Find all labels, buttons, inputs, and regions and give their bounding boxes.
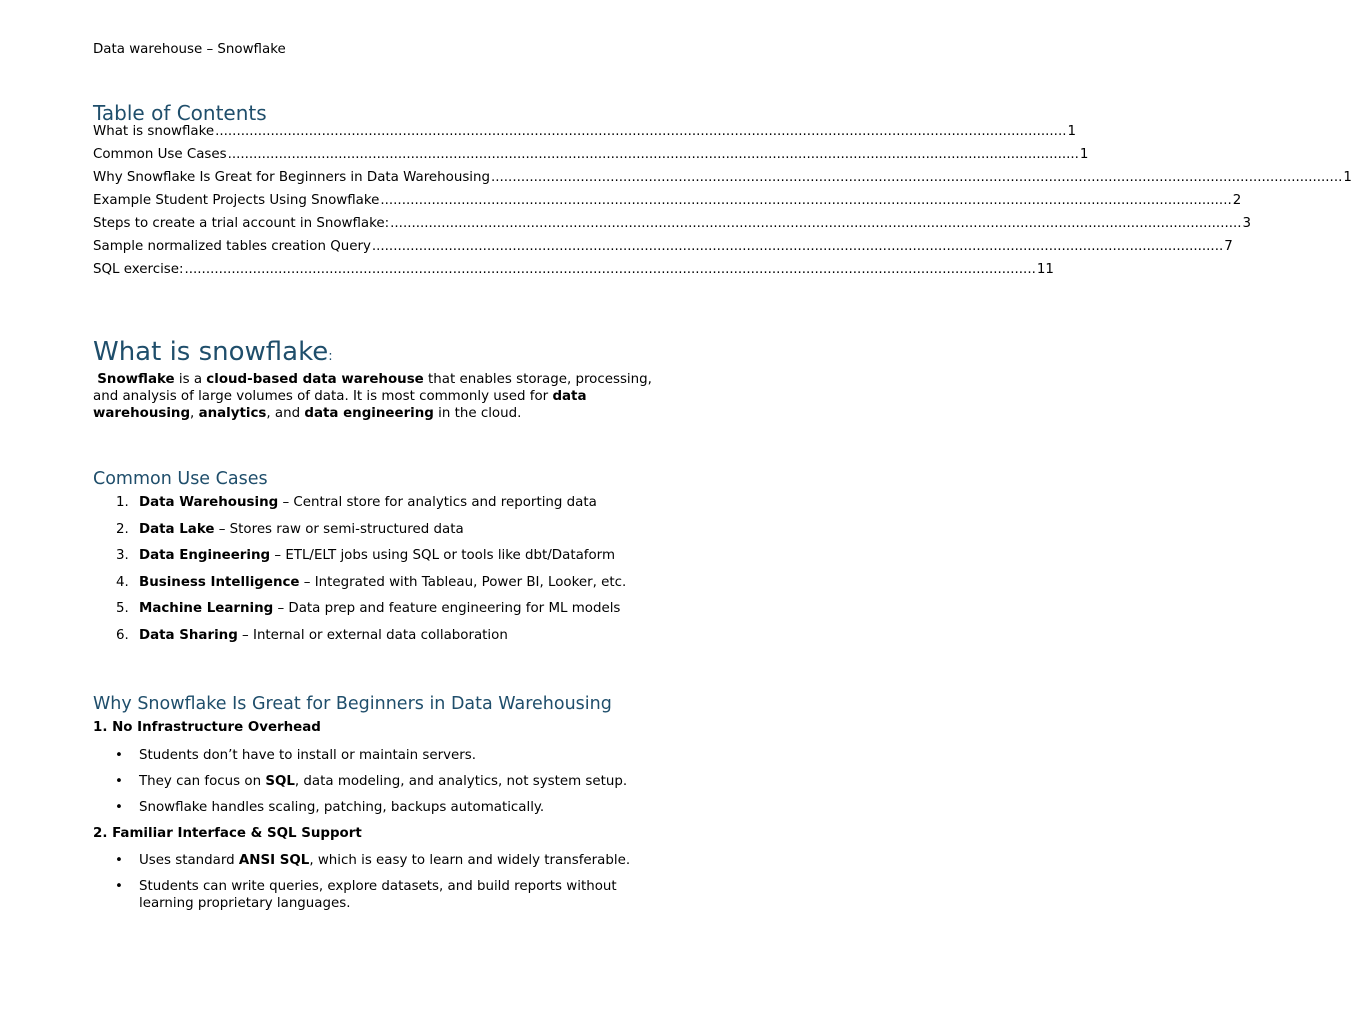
- item-desc: – Data prep and feature engineering for ML models: [273, 601, 621, 617]
- toc-entry-label[interactable]: Example Student Projects Using Snowflake: [93, 193, 380, 208]
- list-item: [93, 747, 675, 764]
- text-run: , and: [266, 406, 305, 421]
- item-desc: – Stores raw or semi-structured data: [214, 521, 464, 537]
- subheading-sql-support: 2. Familiar Interface & SQL Support: [93, 826, 362, 841]
- item-number: 2.: [116, 521, 129, 537]
- bold-term: Business Intelligence: [139, 574, 300, 590]
- toc-entry[interactable]: [93, 124, 1076, 147]
- toc-entry[interactable]: [93, 170, 1352, 193]
- bullet-icon: •: [115, 774, 123, 789]
- list-item: [93, 601, 675, 628]
- bold-term: data engineering: [304, 406, 434, 421]
- item-number: 1.: [116, 495, 129, 510]
- subheading-no-infrastructure: 1. No Infrastructure Overhead: [93, 720, 321, 735]
- toc-leader-dots: ........................................................................................................................................................................................................: [184, 262, 1036, 277]
- bold-term: Machine Learning: [139, 601, 274, 617]
- text-run: , which is easy to learn and widely transferable.: [309, 853, 631, 868]
- bullet-icon: •: [115, 800, 123, 815]
- list-item: [93, 548, 675, 575]
- text-run: , data modeling, and analytics, not system setup.: [294, 774, 628, 789]
- heading-suffix: :: [328, 349, 333, 364]
- toc-entry-label[interactable]: Sample normalized tables creation Query: [93, 239, 371, 254]
- toc-entry-label[interactable]: Why Snowflake Is Great for Beginners in Data Warehousing: [93, 170, 491, 185]
- bold-term: Snowflake: [97, 372, 175, 387]
- toc-entry[interactable]: [93, 216, 1252, 239]
- toc-entry-page: 11: [1036, 262, 1054, 277]
- toc-title: Table of Contents: [93, 101, 267, 125]
- text-run: is a: [174, 372, 207, 387]
- toc-entry[interactable]: [93, 147, 1089, 170]
- list-item: [93, 773, 675, 790]
- toc-leader-dots: ........................................................................................................................................................................................................: [371, 239, 1224, 254]
- item-desc: – Central store for analytics and reporting data: [278, 495, 597, 510]
- bullet-icon: •: [115, 748, 123, 763]
- toc-leader-dots: ........................................................................................................................................................................................................: [215, 124, 1067, 139]
- toc-entry-page: 7: [1224, 239, 1233, 254]
- list-item: [93, 575, 675, 602]
- list-item: [93, 628, 675, 655]
- document-header: Data warehouse – Snowflake: [93, 42, 286, 57]
- list-item: [93, 495, 675, 522]
- list-item: [93, 878, 675, 912]
- bold-term: analytics: [198, 406, 267, 421]
- table-of-contents: [93, 124, 1352, 285]
- toc-leader-dots: ........................................................................................................................................................................................................: [380, 193, 1232, 208]
- heading-text: What is snowflake: [93, 337, 329, 367]
- bullet-icon: •: [115, 879, 123, 894]
- item-desc: – ETL/ELT jobs using SQL or tools like dbt/Dataform: [270, 548, 615, 564]
- section-heading-common-use-cases: Common Use Cases: [93, 469, 268, 489]
- toc-entry[interactable]: [93, 193, 1242, 216]
- item-text: Students can write queries, explore datasets, and build reports without learning proprietary languages.: [139, 879, 617, 911]
- text-run: ,: [190, 406, 199, 421]
- use-cases-list: [93, 495, 675, 655]
- item-desc: – Internal or external data collaboration: [237, 627, 508, 643]
- bold-term: ANSI SQL: [238, 853, 310, 868]
- item-text: Students don’t have to install or maintain servers.: [139, 748, 476, 763]
- intro-paragraph: [93, 371, 675, 422]
- list-item: [93, 799, 675, 816]
- text-run: They can focus on: [139, 774, 266, 789]
- item-number: 5.: [116, 601, 129, 617]
- text-run: Uses standard: [139, 853, 239, 868]
- toc-entry-page: 3: [1242, 216, 1252, 231]
- section-heading-what-is-snowflake: [93, 337, 333, 367]
- bold-term: Data Warehousing: [139, 495, 279, 510]
- toc-entry-page: 2: [1232, 193, 1242, 208]
- toc-leader-dots: ........................................................................................................................................................................................................: [227, 147, 1079, 162]
- bold-term: cloud-based data warehouse: [206, 372, 424, 387]
- toc-entry-label[interactable]: Common Use Cases: [93, 147, 227, 162]
- item-number: 4.: [116, 574, 129, 590]
- text-run: that enables storage, processing, and analysis of large volumes of data. It is most commonly used for: [93, 372, 652, 404]
- toc-leader-dots: ........................................................................................................................................................................................................: [390, 216, 1242, 231]
- bold-term: Data Sharing: [139, 627, 238, 643]
- list-item: [93, 522, 675, 549]
- toc-entry-label[interactable]: Steps to create a trial account in Snowflake:: [93, 216, 390, 231]
- bullet-list-sql: [93, 852, 675, 921]
- bold-term: data warehousing: [93, 389, 587, 421]
- toc-leader-dots: ........................................................................................................................................................................................................: [491, 170, 1343, 185]
- toc-entry[interactable]: [93, 262, 1054, 285]
- item-text: Snowflake handles scaling, patching, backups automatically.: [139, 800, 545, 815]
- toc-entry-page: 1: [1067, 124, 1076, 139]
- toc-entry[interactable]: [93, 239, 1233, 262]
- bold-term: SQL: [265, 774, 295, 789]
- item-number: 6.: [116, 627, 129, 643]
- bullet-icon: •: [115, 853, 123, 868]
- list-item: [93, 852, 675, 869]
- toc-entry-page: 1: [1079, 147, 1089, 162]
- item-number: 3.: [116, 548, 129, 564]
- text-run: in the cloud.: [433, 406, 522, 421]
- toc-entry-page: 1: [1343, 170, 1352, 185]
- toc-entry-label[interactable]: What is snowflake: [93, 124, 215, 139]
- section-heading-why-snowflake: Why Snowflake Is Great for Beginners in Data Warehousing: [93, 694, 612, 714]
- bold-term: Data Engineering: [139, 548, 271, 564]
- bold-term: Data Lake: [139, 521, 215, 537]
- bullet-list-infrastructure: [93, 747, 675, 825]
- item-desc: – Integrated with Tableau, Power BI, Looker, etc.: [299, 574, 627, 590]
- toc-entry-label[interactable]: SQL exercise:: [93, 262, 184, 277]
